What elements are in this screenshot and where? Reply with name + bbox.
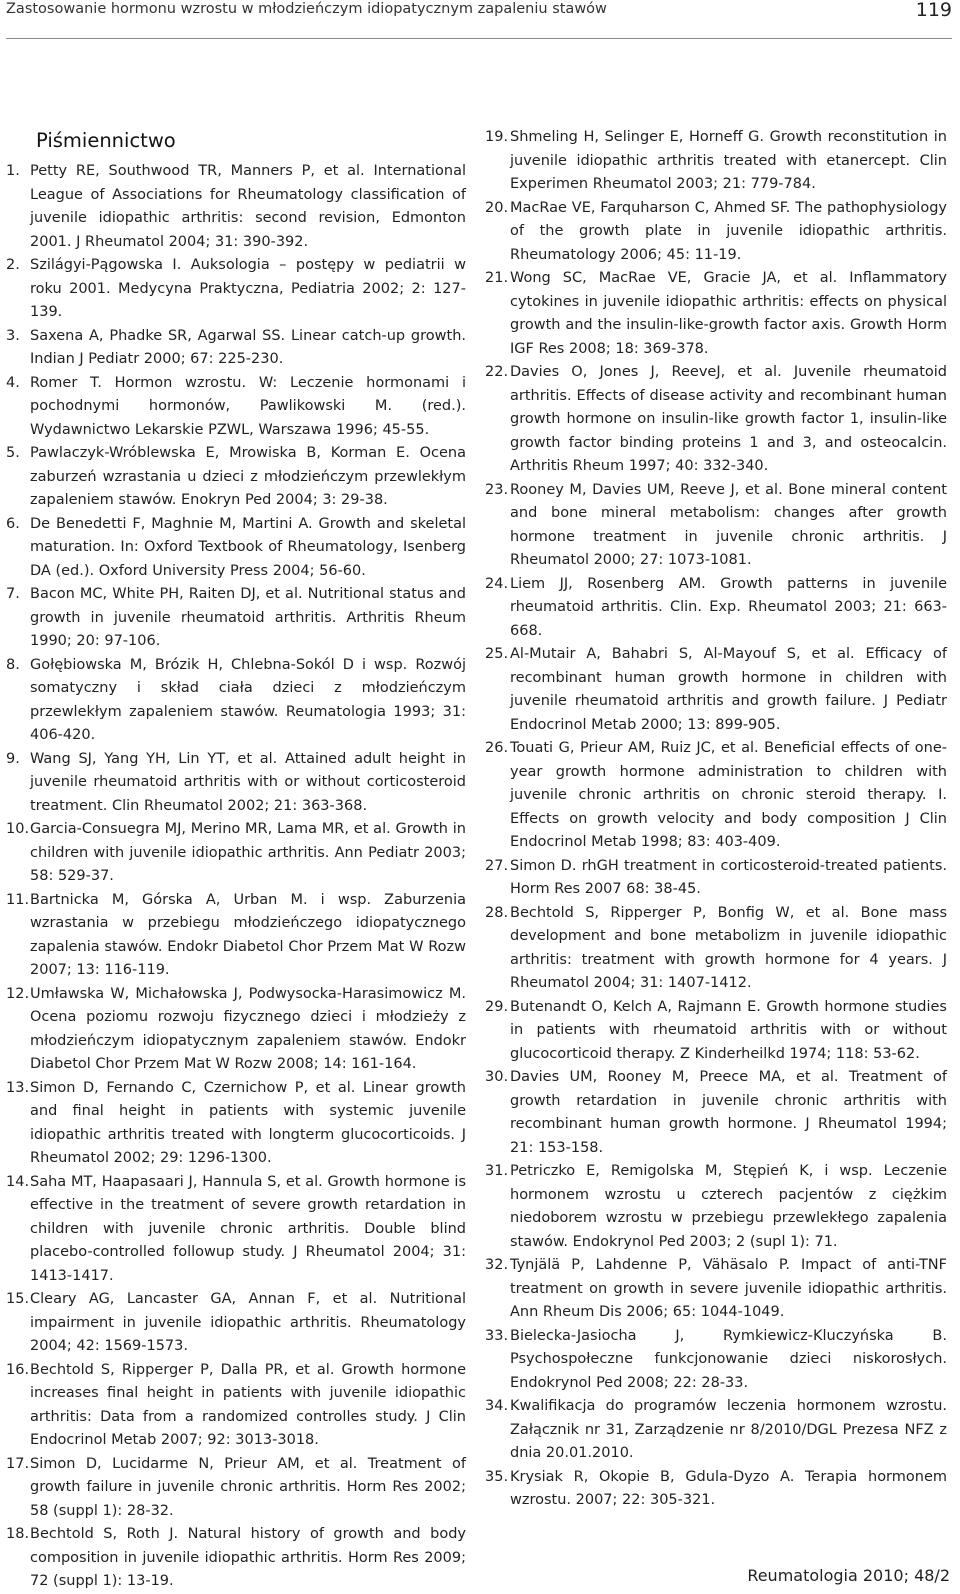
reference-text: Gołębiowska M, Brózik H, Chlebna-Sokól D i wsp. Rozwój somatyczny i skład ciała dzieci z młodzieńczym przewlekłym zapaleniem stawów. Reumatologia 1993; 31: 406-420. — [30, 656, 466, 743]
reference-text: Simon D, Lucidarme N, Prieur AM, et al. Treatment of growth failure in juvenile chronic arthritis. Horm Res 2002; 58 (suppl 1): 28-32. — [30, 1455, 466, 1519]
reference-number: 12. — [6, 985, 30, 1002]
reference-number: 4. — [6, 374, 20, 391]
reference-item — [485, 1066, 947, 1160]
right-column — [485, 126, 947, 1513]
reference-item — [6, 1077, 466, 1171]
journal-footer: Reumatologia 2010; 48/2 — [747, 1566, 950, 1585]
reference-item — [6, 160, 466, 254]
reference-item — [485, 996, 947, 1067]
reference-text: Bacon MC, White PH, Raiten DJ, et al. Nutritional status and growth in juvenile rheumatoid arthritis. Arthritis Rheum 1990; 20: 97-106. — [30, 586, 466, 649]
reference-number: 7. — [6, 586, 20, 602]
reference-text: Shmeling H, Selinger E, Horneff G. Growth reconstitution in juvenile idiopathic arthritis treated with etanercept. Clin Experimen Rheumatol 2003; 21: 779-784. — [510, 129, 947, 192]
reference-text: Petty RE, Southwood TR, Manners P, et al. International League of Associations for Rheumatology classification of juvenile idiopathic arthritis: second revision, Edmonton 2001. J Rheumatol 2004; 31: 390-392. — [30, 163, 466, 250]
reference-item — [485, 1466, 947, 1513]
reference-text: Rooney M, Davies UM, Reeve J, et al. Bone mineral content and bone mineral metabolism: changes after growth hormone treatment in juvenile chronic arthritis. J Rheumatol 2000; 27: 1073-1081. — [510, 481, 947, 568]
reference-text: Cleary AG, Lancaster GA, Annan F, et al. Nutritional impairment in juvenile idiopathic arthritis. Rheumatology 2004; 42: 1569-1573. — [30, 1291, 466, 1354]
reference-text: Wong SC, MacRae VE, Gracie JA, et al. Inflammatory cytokines in juvenile idiopathic arthritis: effects on physical growth and the insulin-like-growth factor axis. Growth Horm IGF Res 2008; 18: 369-378. — [510, 270, 947, 357]
reference-text: Krysiak R, Okopie B, Gdula-Dyzo A. Terapia hormonem wzrostu. 2007; 22: 305-321. — [510, 1468, 947, 1508]
reference-text: Pawlaczyk-Wróblewska E, Mrowiska B, Korman E. Ocena zaburzeń wzrastania u dzieci z młodzieńczym przewlekłym zapaleniem stawów. Enokryn Ped 2004; 3: 29-38. — [30, 445, 466, 508]
reference-text: Bielecka-Jasiocha J, Rymkiewicz-Kluczyńska B. Psychospołeczne funkcjonowanie dzieci niskorosłych. Endokrynol Ped 2008; 22: 28-33. — [510, 1327, 947, 1391]
reference-item — [485, 855, 947, 902]
reference-number: 15. — [6, 1291, 30, 1307]
reference-number: 33. — [485, 1327, 509, 1344]
reference-item — [485, 1160, 947, 1254]
reference-text: Touati G, Prieur AM, Ruiz JC, et al. Beneficial effects of one-year growth hormone administration to children with juvenile chronic arthritis on chronic steroid therapy. I. Effects on growth velocity and body composition J Clin Endocrinol Metab 1998; 83: 403-409. — [510, 740, 947, 850]
reference-item — [485, 1325, 947, 1396]
reference-item — [485, 643, 947, 737]
reference-number: 3. — [6, 327, 20, 344]
reference-number: 1. — [6, 163, 20, 179]
reference-number: 8. — [6, 656, 20, 673]
reference-number: 13. — [6, 1079, 30, 1096]
reference-item — [6, 325, 466, 372]
reference-number: 16. — [6, 1361, 30, 1378]
reference-item — [6, 254, 466, 325]
reference-item — [485, 267, 947, 361]
reference-text: Bartnicka M, Górska A, Urban M. i wsp. Zaburzenia wzrastania w przebiegu młodzieńczego idiopatycznego zapalenia stawów. Endokr Diabetol Chor Przem Mat W Rozw 2007; 13: 116-119. — [30, 891, 466, 978]
reference-item — [6, 442, 466, 513]
reference-text: Kwalifikacja do programów leczenia hormonem wzrostu. Załącznik nr 31, Zarządzenie nr 8/2010/DGL Prezesa NFZ z dnia 20.01.2010. — [510, 1398, 947, 1461]
reference-number: 11. — [6, 891, 30, 908]
reference-text: Simon D, Fernando C, Czernichow P, et al. Linear growth and final height in patients with systemic juvenile idiopathic arthritis treated with longterm glucocorticoids. J Rheumatol 2002; 29: 1296-1300. — [30, 1079, 466, 1166]
reference-number: 20. — [485, 199, 509, 216]
page-number: 119 — [915, 0, 952, 21]
reference-text: Wang SJ, Yang YH, Lin YT, et al. Attained adult height in juvenile rheumatoid arthritis with or without corticosteroid treatment. Clin Rheumatol 2002; 21: 363-368. — [30, 750, 466, 814]
reference-text: Garcia-Consuegra MJ, Merino MR, Lama MR, et al. Growth in children with juvenile idiopathic arthritis. Ann Pediatr 2003; 58: 529-37. — [30, 821, 466, 884]
reference-text: Al-Mutair A, Bahabri S, Al-Mayouf S, et al. Efficacy of recombinant human growth hormone in children with juvenile rheumatoid arthritis and growth failure. J Pediatr Endocrinol Metab 2000; 13: 899-905. — [510, 646, 947, 733]
reference-text: Simon D. rhGH treatment in corticosteroid-treated patients. Horm Res 2007 68: 38-45. — [510, 857, 947, 897]
reference-text: Tynjälä P, Lahdenne P, Vähäsalo P. Impact of anti-TNF treatment on growth in severe juvenile idiopathic arthritis. Ann Rheum Dis 2006; 65: 1044-1049. — [510, 1257, 947, 1320]
reference-text: Umławska W, Michałowska J, Podwysocka-Harasimowicz M. Ocena poziomu rozwoju fizycznego dzieci i młodzieży z młodzieńczym idiopatycznym zapaleniem stawów. Endokr Diabetol Chor Przem Mat W Rozw 2008; 14: 161-164. — [30, 985, 466, 1072]
reference-number: 26. — [485, 740, 509, 756]
reference-text: Saxena A, Phadke SR, Agarwal SS. Linear catch-up growth. Indian J Pediatr 2000; 67: 225-230. — [30, 327, 466, 367]
reference-number: 22. — [485, 364, 509, 380]
reference-number: 19. — [485, 129, 509, 145]
running-title: Zastosowanie hormonu wzrostu w młodzieńczym idiopatycznym zapaleniu stawów — [6, 1, 607, 17]
reference-item — [6, 1359, 466, 1453]
reference-number: 21. — [485, 270, 509, 286]
reference-item — [6, 583, 466, 654]
reference-number: 32. — [485, 1257, 509, 1273]
reference-item — [485, 197, 947, 268]
reference-text: Bechtold S, Roth J. Natural history of growth and body composition in juvenile idiopathic arthritis. Horm Res 2009; 72 (suppl 1): 13-19. — [30, 1526, 466, 1589]
reference-text: Davies O, Jones J, ReeveJ, et al. Juvenile rheumatoid arthritis. Effects of disease activity and recombinant human growth hormone on insulin-like growth factor 1, insulin-like growth factor binding proteins 1 and 3, and osteocalcin. Arthritis Rheum 1997; 40: 332-340. — [510, 364, 947, 474]
reference-number: 35. — [485, 1468, 509, 1485]
reference-text: Davies UM, Rooney M, Preece MA, et al. Treatment of growth retardation in juvenile chronic arthritis with recombinant human growth hormone. J Rheumatol 1994; 21: 153-158. — [510, 1069, 947, 1156]
reference-item — [6, 818, 466, 889]
reference-number: 28. — [485, 904, 509, 921]
reference-text: Petriczko E, Remigolska M, Stępień K, i wsp. Leczenie hormonem wzrostu u czterech pacjentów z ciężkim niedoborem wzrostu w przebiegu przewlekłego zapalenia stawów. Endokrynol Ped 2003; 2 (supl 1): 71. — [510, 1163, 947, 1250]
reference-item — [6, 372, 466, 443]
reference-item — [6, 1171, 466, 1289]
reference-number: 27. — [485, 857, 509, 874]
reference-number: 9. — [6, 750, 20, 767]
reference-number: 18. — [6, 1526, 30, 1542]
page-header — [6, 0, 952, 39]
reference-item — [485, 902, 947, 996]
reference-item — [485, 573, 947, 644]
reference-number: 31. — [485, 1163, 509, 1179]
reference-item — [6, 1453, 466, 1524]
reference-item — [485, 737, 947, 855]
reference-item — [6, 513, 466, 584]
reference-text: Szilágyi-Pągowska I. Auksologia – postępy w pediatrii w roku 2001. Medycyna Praktyczna, Pediatria 2002; 2: 127-139. — [30, 257, 466, 320]
reference-item — [485, 361, 947, 479]
reference-number: 23. — [485, 481, 509, 498]
reference-item — [6, 1523, 466, 1594]
reference-number: 17. — [6, 1455, 30, 1472]
reference-number: 14. — [6, 1173, 30, 1190]
reference-item — [6, 654, 466, 748]
reference-item — [485, 1254, 947, 1325]
reference-list-left — [6, 160, 466, 1594]
reference-item — [6, 983, 466, 1077]
reference-text: Romer T. Hormon wzrostu. W: Leczenie hormonami i pochodnymi hormonów, Pawlikowski M. (red.). Wydawnictwo Lekarskie PZWL, Warszawa 1996; 45-55. — [30, 374, 466, 438]
section-title: Piśmiennictwo — [36, 129, 176, 152]
reference-text: Butenandt O, Kelch A, Rajmann E. Growth hormone studies in patients with rheumatoid arthritis with or without glucocorticoid therapy. Z Kinderheilkd 1974; 118: 53-62. — [510, 998, 947, 1062]
reference-number: 24. — [485, 575, 509, 592]
reference-number: 25. — [485, 646, 509, 662]
reference-list-right — [485, 126, 947, 1513]
reference-item — [485, 1395, 947, 1466]
reference-item — [6, 748, 466, 819]
reference-number: 2. — [6, 257, 20, 273]
reference-number: 6. — [6, 515, 20, 532]
reference-number: 10. — [6, 821, 30, 837]
reference-text: Bechtold S, Ripperger P, Dalla PR, et al. Growth hormone increases final height in patients with juvenile idiopathic arthritis: Data from a randomized controlles study. J Clin Endocrinol Metab 2007; 92: 3013-3018. — [30, 1361, 466, 1448]
reference-item — [6, 889, 466, 983]
left-column — [6, 126, 466, 1594]
reference-item — [6, 1288, 466, 1359]
reference-number: 5. — [6, 445, 20, 461]
reference-item — [485, 479, 947, 573]
reference-text: Saha MT, Haapasaari J, Hannula S, et al. Growth hormone is effective in the treatment of severe growth retardation in children with juvenile chronic arthritis. Double blind placebo-controlled followup study. J Rheumatol 2004; 31: 1413-1417. — [30, 1173, 466, 1284]
reference-text: MacRae VE, Farquharson C, Ahmed SF. The pathophysiology of the growth plate in juvenile idiopathic arthritis. Rheumatology 2006; 45: 11-19. — [510, 199, 947, 263]
reference-text: Liem JJ, Rosenberg AM. Growth patterns in juvenile rheumatoid arthritis. Clin. Exp. Rheumatol 2003; 21: 663-668. — [510, 575, 947, 639]
reference-text: De Benedetti F, Maghnie M, Martini A. Growth and skeletal maturation. In: Oxford Textbook of Rheumatology, Isenberg DA (ed.). Oxford University Press 2004; 56-60. — [30, 515, 466, 579]
reference-number: 30. — [485, 1069, 509, 1085]
reference-number: 29. — [485, 998, 509, 1015]
reference-text: Bechtold S, Ripperger P, Bonfig W, et al. Bone mass development and bone metabolizm in juvenile idiopathic arthritis: treatment with growth hormone for 4 years. J Rheumatol 2004; 31: 1407-1412. — [510, 904, 947, 991]
reference-number: 34. — [485, 1398, 509, 1414]
reference-item — [485, 126, 947, 197]
